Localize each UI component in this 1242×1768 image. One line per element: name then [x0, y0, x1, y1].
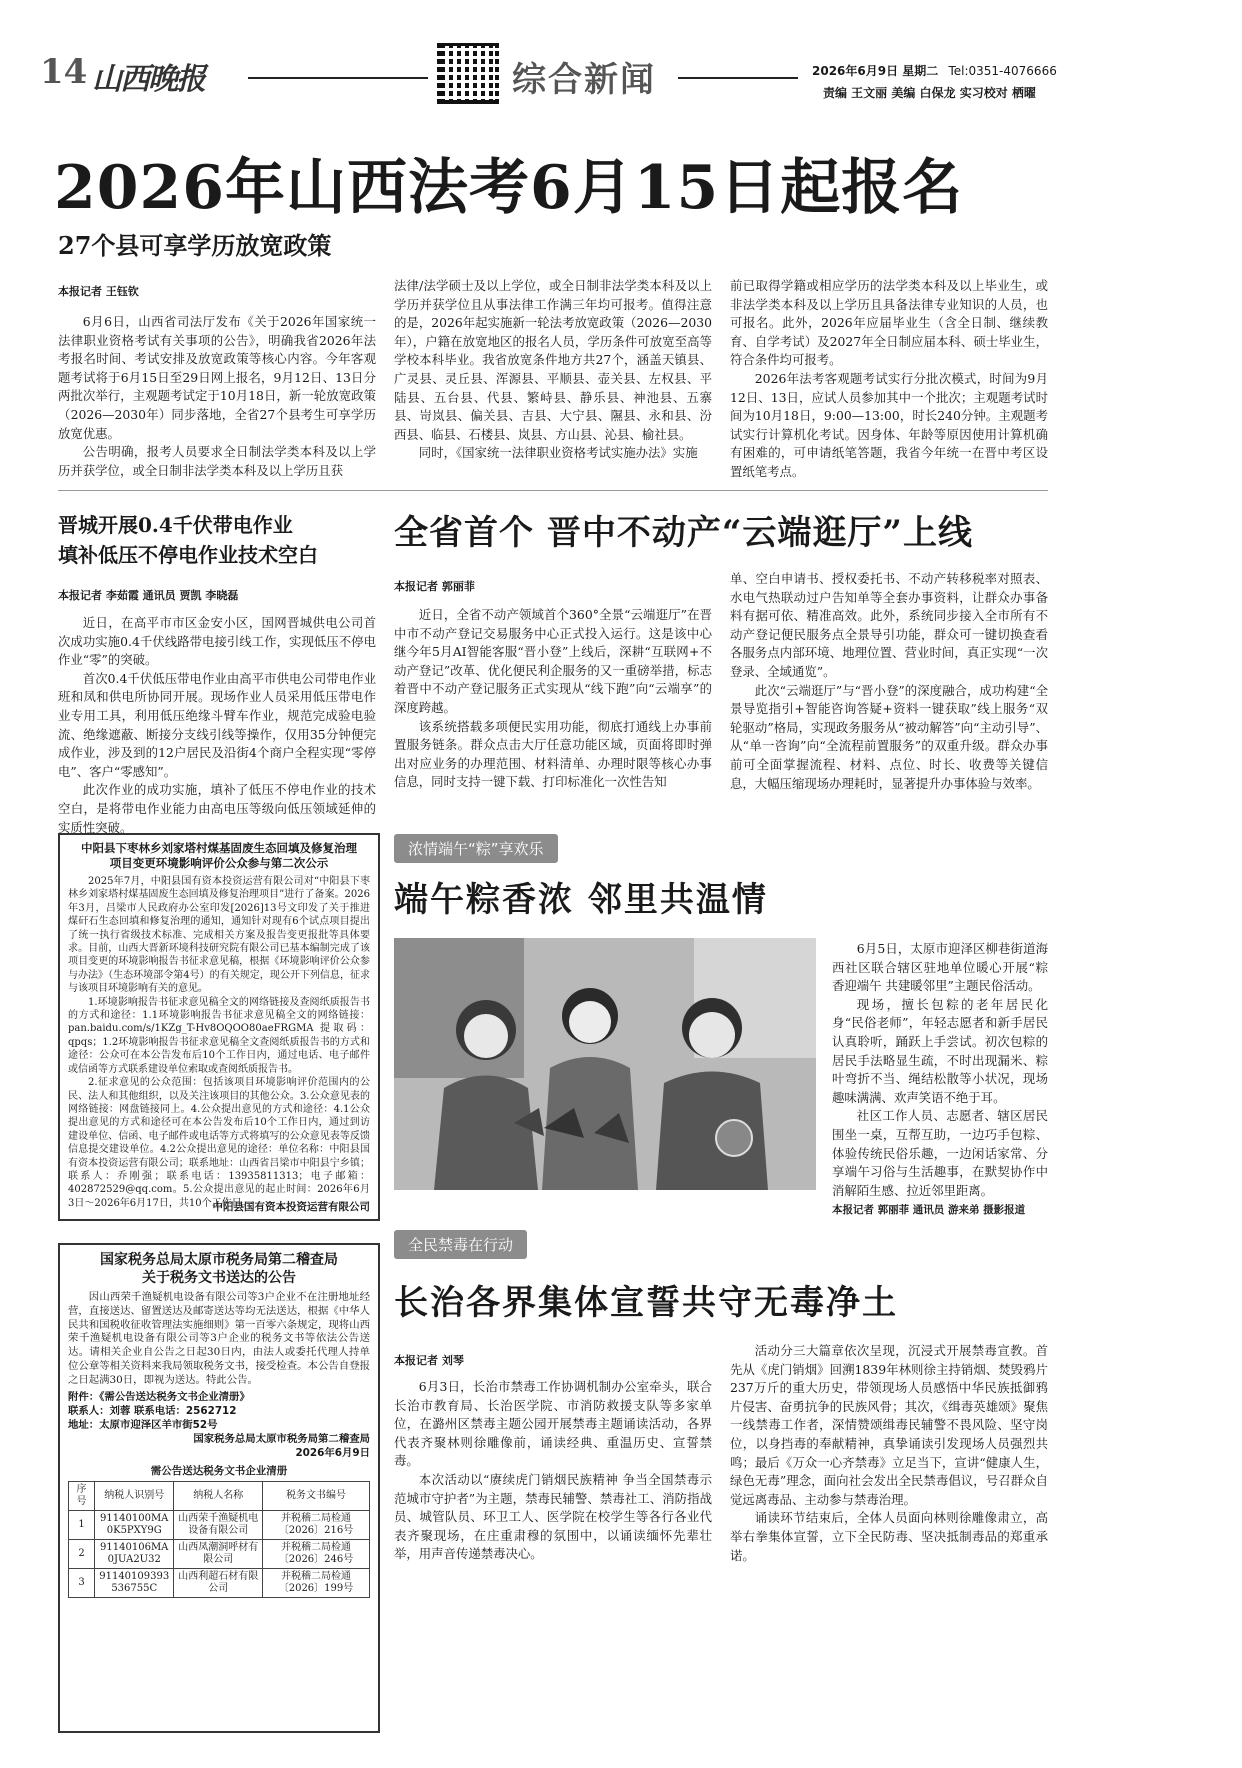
- cloud-column-1: [394, 606, 712, 792]
- tax-notice-contacts: [68, 1390, 370, 1460]
- duanwu-p2: 现场，擅长包粽的老年居民化身“民俗老师”，年轻志愿者和新手居民认真聆听，踊跃上手尝试。初次包粽的居民手法略显生疏，不时出现漏米、粽叶弯折不当、绳结松散等小状况，现场趣味满满、欢声笑语不绝于耳。: [832, 996, 1048, 1105]
- power-p3: 此次作业的成功实施，填补了低压不停电作业的技术空白，是将带电作业能力由高电压等级向低压领域延伸的实质性突破。: [58, 782, 376, 835]
- env-notice: [58, 833, 380, 1221]
- tax-cell: 1: [69, 1510, 95, 1539]
- drug-headline: 长治各界集体宣誓共守无毒净土: [394, 1283, 898, 1323]
- tax-notice-title: [68, 1251, 370, 1287]
- cloud-c2-p2: 此次“云端逛厅”与“晋小登”的深度融合，成功构建“全景导览指引+智能咨询答疑+资料一键获取”线上服务“双轮驱动”格局，实现政务服务从“被动解答”向“主动引导”、从“单一咨询”向“全流程前置服务”的双重升级。群众办事前可全面掌握流程、材料、点位、时长、收费等关键信息，大幅压缩现场办理耗时，显著提升办事体验与效率。: [730, 682, 1048, 791]
- issue-date: 2026年6月9日 星期二: [812, 64, 939, 78]
- tax-date: 2026年6月9日: [295, 1446, 370, 1459]
- cloud-c1-p2: 该系统搭载多项便民实用功能，彻底打通线上办事前置服务链条。群众点击大厅任意功能区域，页面将即时弹出对应业务的办理范围、材料清单、办理时限等核心办事信息，同时支持一键下载、打印标准化一次性告知: [394, 718, 712, 790]
- cloud-headline: 全省首个 晋中不动产“云端逛厅”上线: [394, 513, 973, 553]
- lead-c1-p2: 公告明确，报考人员要求全日制法学类本科及以上学历并获学位，或全日制非法学类本科及以上学历且获: [58, 444, 376, 478]
- drug-c2-p2: 诵读环节结束后，全体人员面向林则徐雕像肃立，高举右拳集体宣誓，立下全民防毒、坚决抵制毒品的郑重承诺。: [730, 1510, 1048, 1563]
- drug-c1-p2: 本次活动以“赓续虎门销烟民族精神 争当全国禁毒示范城市守护者”为主题，禁毒民辅警、禁毒社工、消防指战员、城管队员、环卫工人、医学院在校学生等各行各业代表齐聚现场，在庄重肃穆的氛围中，以诵读缅怀先辈壮举，用声音传递禁毒决心。: [394, 1471, 712, 1562]
- paper-name: 山西晚报: [92, 62, 204, 97]
- cloud-c2-p1: 单、空白申请书、授权委托书、不动产转移税率对照表、水电气热联动过户告知单等全套办事资料，让群众办事备料有据可依、精准高效。此外，系统同步接入全市所有不动产登记便民服务点全景导引功能，群众可一键切换查看各服务点内部环境、地理位置、营业时间，真正实现“一次登录、全域通览”。: [730, 571, 1048, 679]
- lead-c3-p2: 2026年法考客观题考试实行分批次模式，时间为9月12日、13日，应试人员参加其中一个批次；主观题考试时间为10月18日，9:00—13:00，时长240分钟。主观题考试实行计算机化考试。因身体、年龄等原因使用计算机确有困难的，可申请纸笔答题，我省今年统一在晋中考区设置纸笔考点。: [730, 370, 1048, 479]
- table-row: [69, 1539, 370, 1568]
- tax-contact: 联系人：刘蓉 联系电话：2562712: [68, 1404, 237, 1417]
- section-divider: [58, 490, 1048, 491]
- lead-headline: 2026年山西法考6月15日起报名: [54, 153, 964, 223]
- tax-cell: 山西利超石材有限公司: [174, 1568, 263, 1597]
- tax-notice-title-2: 关于税务文书送达的公告: [142, 1270, 296, 1286]
- tax-cell: 并税稽二局检通〔2026〕216号: [263, 1510, 370, 1539]
- power-headline: [58, 510, 378, 570]
- tax-address: 地址：太原市迎泽区羊市街52号: [68, 1418, 218, 1431]
- env-notice-title-1: 中阳县下枣林乡刘家塔村煤基固废生态回填及修复治理: [81, 841, 357, 855]
- page-number: 14: [40, 52, 88, 92]
- duanwu-p1: 6月5日，太原市迎泽区柳巷街道海西社区联合辖区驻地单位暖心开展“粽香迎端午 共建暖邻里”主题民俗活动。: [832, 941, 1048, 994]
- tax-table-header-row: [69, 1481, 370, 1510]
- cloud-byline: 本报记者 郭丽菲: [394, 580, 475, 593]
- drug-byline: 本报记者 刘琴: [394, 1354, 464, 1367]
- lead-column-1: [58, 313, 376, 480]
- tax-th-name: 纳税人名称: [174, 1481, 263, 1510]
- power-headline-line-2: 填补低压不停电作业技术空白: [58, 543, 318, 567]
- lead-c1-p1: 6月6日，山西省司法厅发布《关于2026年国家统一法律职业资格考试有关事项的公告》，明确我省2026年法考报名时间、考试安排及放宽政策等核心内容。今年客观题考试将于6月15日至29日网上报名，9月12日、13日分两批次举行，主观题考试定于10月18日，新一轮放宽政策（2026—2030年）同步落地，全省27个县考生可享学历放宽优惠。: [58, 314, 376, 441]
- power-headline-line-1: 晋城开展0.4千伏带电作业: [58, 513, 293, 537]
- masthead-rule-right: [678, 77, 798, 79]
- duanwu-byline: 本报记者 郭丽菲 通讯员 游来弟 摄影报道: [832, 1204, 1026, 1217]
- editor-credits: 责编 王文丽 美编 白保龙 实习校对 栖曜: [823, 86, 1036, 100]
- tax-cell: 山西荣千渔疑机电设备有限公司: [174, 1510, 263, 1539]
- cloud-column-2: [730, 570, 1048, 793]
- env-notice-title: [68, 841, 370, 871]
- table-row: [69, 1568, 370, 1597]
- env-notice-p1: 2025年7月，中阳县国有资本投资运营有限公司对“中阳县下枣林乡刘家塔村煤基固废生态回填及修复治理项目”进行了备案。2026年3月，吕梁市人民政府办公室印发[2026]13号文印发了关于推进煤矸石生态回填和修复治理的通知，通知针对现有6个试点项目提出了统一执行省级技术标准、完成相关方案及报告变更报批等具体要求。目前，山西大晋新环境科技研究院有限公司已基本编制完成了该项目变更的环境影响报告书征求意见稿，根据《环境影响评价公众参与办法》（生态环境部令第4号）的有关规定，现公开下列信息，征求与该项目环境影响有关的意见。: [68, 876, 370, 995]
- section-title: 综合新闻: [512, 60, 656, 100]
- duanwu-p3: 社区工作人员、志愿者、辖区居民围坐一桌，互帮互助，一边巧手包粽、体验传统民俗乐趣，一边闲话家常、分享端午习俗与生活趣事，在默契协作中消解陌生感、拉近邻里距离。: [832, 1108, 1048, 1198]
- table-row: [69, 1510, 370, 1539]
- lead-c2-p1: 法律/法学硕士及以上学位，或全日制非法学类本科及以上学历并获学位且从事法律工作满三年均可报考。值得注意的是，2026年起实施新一轮法考放宽政策（2026—2030年），户籍在放宽地区的报名人员，学历条件可放宽至高等学校本科毕业。我省放宽条件地方共27个，涵盖天镇县、广灵县、灵丘县、浑源县、平顺县、壶关县、左权县、平陆县、五台县、代县、繁峙县、静乐县、神池县、五寨县、岢岚县、偏关县、吉县、大宁县、隰县、永和县、汾西县、临县、石楼县、岚县、方山县、沁县、榆社县。: [394, 278, 712, 442]
- tax-th-doc: 税务文书编号: [263, 1481, 370, 1510]
- masthead: [0, 0, 1242, 110]
- drug-kicker: 全民禁毒在行动: [394, 1230, 527, 1259]
- tax-cell: 并税稽二局检通〔2026〕199号: [263, 1568, 370, 1597]
- env-notice-p2: 1.环境影响报告书征求意见稿全文的网络链接及查阅纸质报告书的方式和途径：1.1环境影响报告书征求意见稿全文的网络链接：pan.baidu.com/s/1KZg_T-Hv8OQOO80aeFRGMA 提取码：qpqs；1.2环境影响报告书征求意见稿全文查阅纸质报告书的方式和途径：公众可在本公告发布后10个工作日内，通过电话、电子邮件或信函等方式联系建设单位索取或查阅纸质报告书。: [68, 996, 370, 1075]
- date-line: [812, 62, 1057, 79]
- lead-byline: 本报记者 王钰钦: [58, 285, 139, 298]
- env-notice-title-2: 项目变更环境影响评价公众参与第二次公示: [109, 856, 329, 870]
- lead-c3-p1: 前已取得学籍或相应学历的法学类本科及以上毕业生，或非法学类本科及以上学历且具备法律专业知识的人员，也可报名。此外，2026年应届毕业生（含全日制、继续教育、自学考试）及2027年全日制应届本科、硕士毕业生，符合条件均可报考。: [730, 278, 1048, 368]
- env-notice-p3: 2.征求意见的公众范围：包括该项目环境影响评价范围内的公民、法人和其他组织，以及关注该项目的其他公众。3.公众意见表的网络链接：网盘链接同上。4.公众提出意见的方式和途径：4.1公众提出意见的方式和途径可在本公告发布后10个工作日内，通过到访建设单位、信函、电子邮件或电话等方式将填写的公众意见表等反馈信息提交建设单位。4.2公众提出意见的途径：单位名称：中阳县国有资本投资运营有限公司；联系地址：山西省吕梁市中阳县宁乡镇；联系人：乔刚强；联系电话：13935811313；电子邮箱：402872529@qq.com。5.公众提出意见的起止时间：2026年6月3日～2026年6月17日，共10个工作日。: [68, 1077, 370, 1209]
- tax-th-index: 序号: [69, 1481, 95, 1510]
- lead-column-3: [730, 277, 1048, 482]
- tax-notice: [58, 1243, 380, 1733]
- lead-column-2: [394, 277, 712, 463]
- drug-c2-p1: 活动分三大篇章依次呈现，沉浸式开展禁毒宣教。首先从《虎门销烟》回溯1839年林则徐主持销烟、焚毁鸦片237万斤的重大历史，带领现场人员感悟中华民族抵御鸦片侵害、奋勇抗争的民族风骨；其次，《缉毒英雄颂》聚焦一线禁毒工作者，深情赞颂缉毒民辅警不畏风险、坚守岗位，以身挡毒的奉献精神，真挚诵读引发现场人员强烈共鸣；最后《万众一心齐禁毒》立足当下，宣讲“健康人生，绿色无毒”理念，面向社会发出全民禁毒倡议，号召群众自觉远离毒品、主动参与禁毒治理。: [730, 1343, 1048, 1507]
- tax-cell: 山西凤潮洞呼材有限公司: [174, 1539, 263, 1568]
- power-body: [58, 614, 376, 837]
- duanwu-photo: [394, 938, 816, 1190]
- masthead-rule-left: [248, 77, 428, 79]
- tax-cell: 3: [69, 1568, 95, 1597]
- duanwu-kicker: 浓情端午“粽”享欢乐: [394, 834, 558, 863]
- lead-c2-p2: 同时，《国家统一法律职业资格考试实施办法》实施: [418, 445, 698, 461]
- tax-notice-body: 因山西荣千渔疑机电设备有限公司等3户企业不在注册地址经营，直接送达、留置送达及邮寄送达等均无法送达，根据《中华人民共和国税收征收管理法实施细则》第一百零六条规定，现将山西荣千渔疑机电设备有限公司等3户企业的税务文书等依法公告送达。请相关企业自公告之日起30日内，由法人或委托代理人持单位公章等相关资料来我局领取税务文书，接受检查。本公告自登报之日起满30日，即视为送达。特此公告。: [68, 1291, 370, 1386]
- tax-attachment: 附件：《需公告送达税务文书企业清册》: [68, 1390, 250, 1403]
- tax-cell: 2: [69, 1539, 95, 1568]
- power-p1: 近日，在高平市市区金安小区，国网晋城供电公司首次成功实施0.4千伏线路带电接引线工作，实现低压不停电作业“零”的突破。: [58, 615, 376, 668]
- env-notice-signature: 中阳县国有资本投资运营有限公司: [212, 1201, 370, 1213]
- tax-cell: 91140106MA0JUA2U32: [95, 1539, 174, 1568]
- lead-subhead: 27个县可享学历放宽政策: [58, 231, 332, 260]
- tax-table-title: 需公告送达税务文书企业清册: [150, 1464, 288, 1477]
- tax-cell: 91140109393536755C: [95, 1568, 174, 1597]
- drug-column-2: [730, 1342, 1048, 1565]
- duanwu-body: [832, 940, 1048, 1217]
- tax-th-id: 纳税人识别号: [95, 1481, 174, 1510]
- cloud-c1-p1: 近日，全省不动产领域首个360°全景“云端逛厅”在晋中市不动产登记交易服务中心正式投入运行。这是该中心继今年5月AI智能客服“晋小登”上线后，深耕“互联网+不动产登记”改革、优化便民利企服务的又一重磅举措，标志着晋中不动产登记服务正式实现从“线下跑”向“云端享”的深度跨越。: [394, 607, 712, 715]
- duanwu-headline: 端午粽香浓 邻里共温情: [394, 880, 768, 920]
- tax-table: [68, 1481, 370, 1598]
- tax-cell: 91140100MA0K5PXY9G: [95, 1510, 174, 1539]
- tax-cell: 并税稽二局检通〔2026〕246号: [263, 1539, 370, 1568]
- power-byline: 本报记者 李茹霞 通讯员 贾凯 李晓磊: [58, 589, 239, 602]
- drug-column-1: [394, 1378, 712, 1564]
- qr-code-icon: [437, 42, 499, 104]
- group-photo-illustration: [394, 938, 816, 1190]
- drug-c1-p1: 6月3日，长治市禁毒工作协调机制办公室牵头，联合长治市教育局、长治医学院、市消防救援支队等多家单位，在潞州区禁毒主题公园开展禁毒主题诵读活动，各界代表齐聚林则徐雕像前，诵读经典、重温历史、宣誓禁毒。: [394, 1379, 712, 1469]
- tel-number: Tel:0351-4076666: [948, 64, 1057, 78]
- tax-notice-title-1: 国家税务总局太原市税务局第二稽查局: [100, 1252, 338, 1268]
- tax-signature: 国家税务总局太原市税务局第二稽查局: [193, 1432, 370, 1445]
- power-p2: 首次0.4千伏低压带电作业由高平市供电公司带电作业班和凤和供电所协同开展。现场作业人员采用低压带电作业专用工具，利用低压绝缘斗臂车作业，规范完成验电验流、绝缘遮蔽、断接分支线引线等操作，仅用35分钟便完成作业，涉及到的12户居民及沿街4个商户全程实现“零停电”、客户“零感知”。: [58, 670, 376, 779]
